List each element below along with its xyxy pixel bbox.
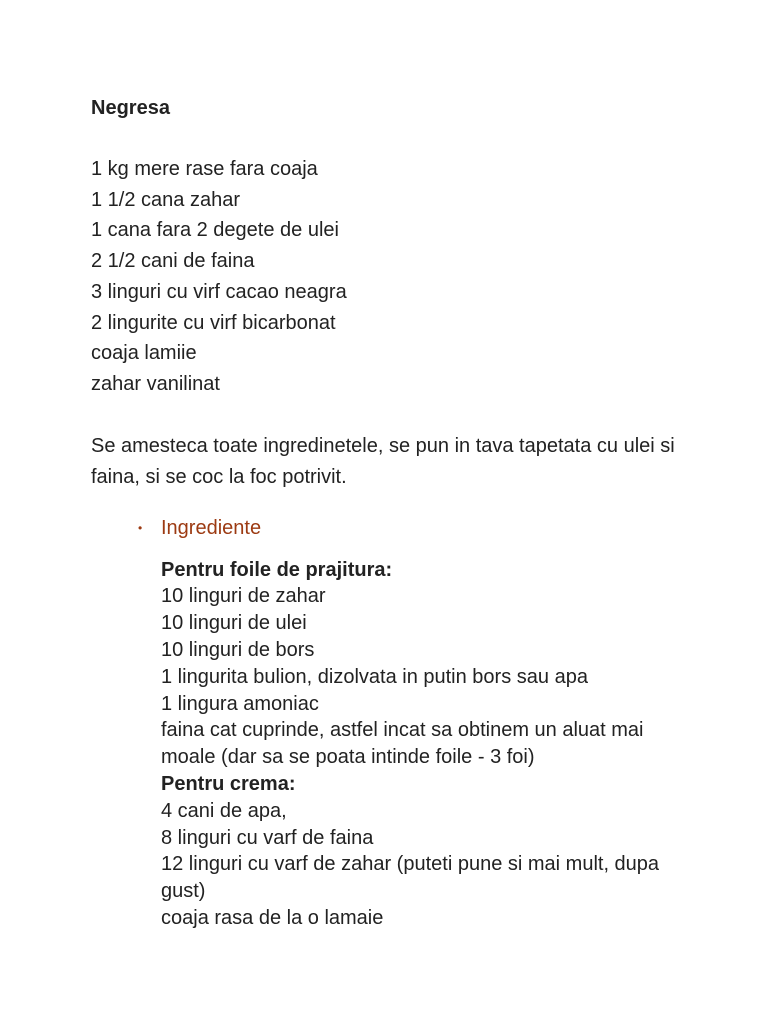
crema-line: 12 linguri cu varf de zahar (puteti pune si mai mult, dupa gust) [161, 853, 660, 903]
section-list [91, 513, 691, 543]
foi-line: 10 linguri de ulei [161, 612, 307, 635]
ingredient-line: coaja lamiie [91, 342, 197, 365]
foi-line: 1 lingurita bulion, dizolvata in putin bors sau apa [161, 665, 588, 688]
ingredient-line: 2 lingurite cu virf bicarbonat [91, 311, 336, 334]
crema-line: 8 linguri cu varf de faina [161, 826, 374, 849]
ingredient-list [91, 154, 691, 400]
foi-line: 10 linguri de bors [161, 639, 315, 662]
crema-heading: Pentru crema: [161, 773, 296, 795]
crema-line: 4 cani de apa, [161, 799, 287, 822]
ingredient-line: 1 1/2 cana zahar [91, 188, 240, 211]
recipe-title: Negresa [91, 97, 170, 119]
ingredient-line: 3 linguri cu virf cacao neagra [91, 280, 347, 303]
ingredient-line: 1 kg mere rase fara coaja [91, 158, 318, 180]
foi-line: 10 linguri de zahar [161, 585, 326, 608]
document-page [91, 93, 691, 932]
foi-heading: Pentru foile de prajitura: [161, 558, 393, 581]
ingredient-line: zahar vanilinat [91, 372, 220, 395]
bullet-icon: • [138, 520, 143, 535]
ingredient-line: 1 cana fara 2 degete de ulei [91, 219, 339, 242]
method-paragraph: Se amesteca toate ingredinetele, se pun in tava tapetata cu ulei si faina, si se coc la foc potrivit. [91, 434, 675, 488]
crema-line: coaja rasa de la o lamaie [161, 906, 384, 929]
ingrediente-link[interactable]: Ingrediente [161, 516, 262, 539]
sub-recipe-block [91, 557, 681, 932]
foi-line: 1 lingura amoniac [161, 692, 319, 715]
foi-line: faina cat cuprinde, astfel incat sa obtinem un aluat mai moale (dar sa se poata intinde foile - 3 foi) [161, 719, 644, 769]
list-item-ingrediente[interactable] [138, 513, 691, 543]
ingredient-line: 2 1/2 cani de faina [91, 250, 255, 273]
